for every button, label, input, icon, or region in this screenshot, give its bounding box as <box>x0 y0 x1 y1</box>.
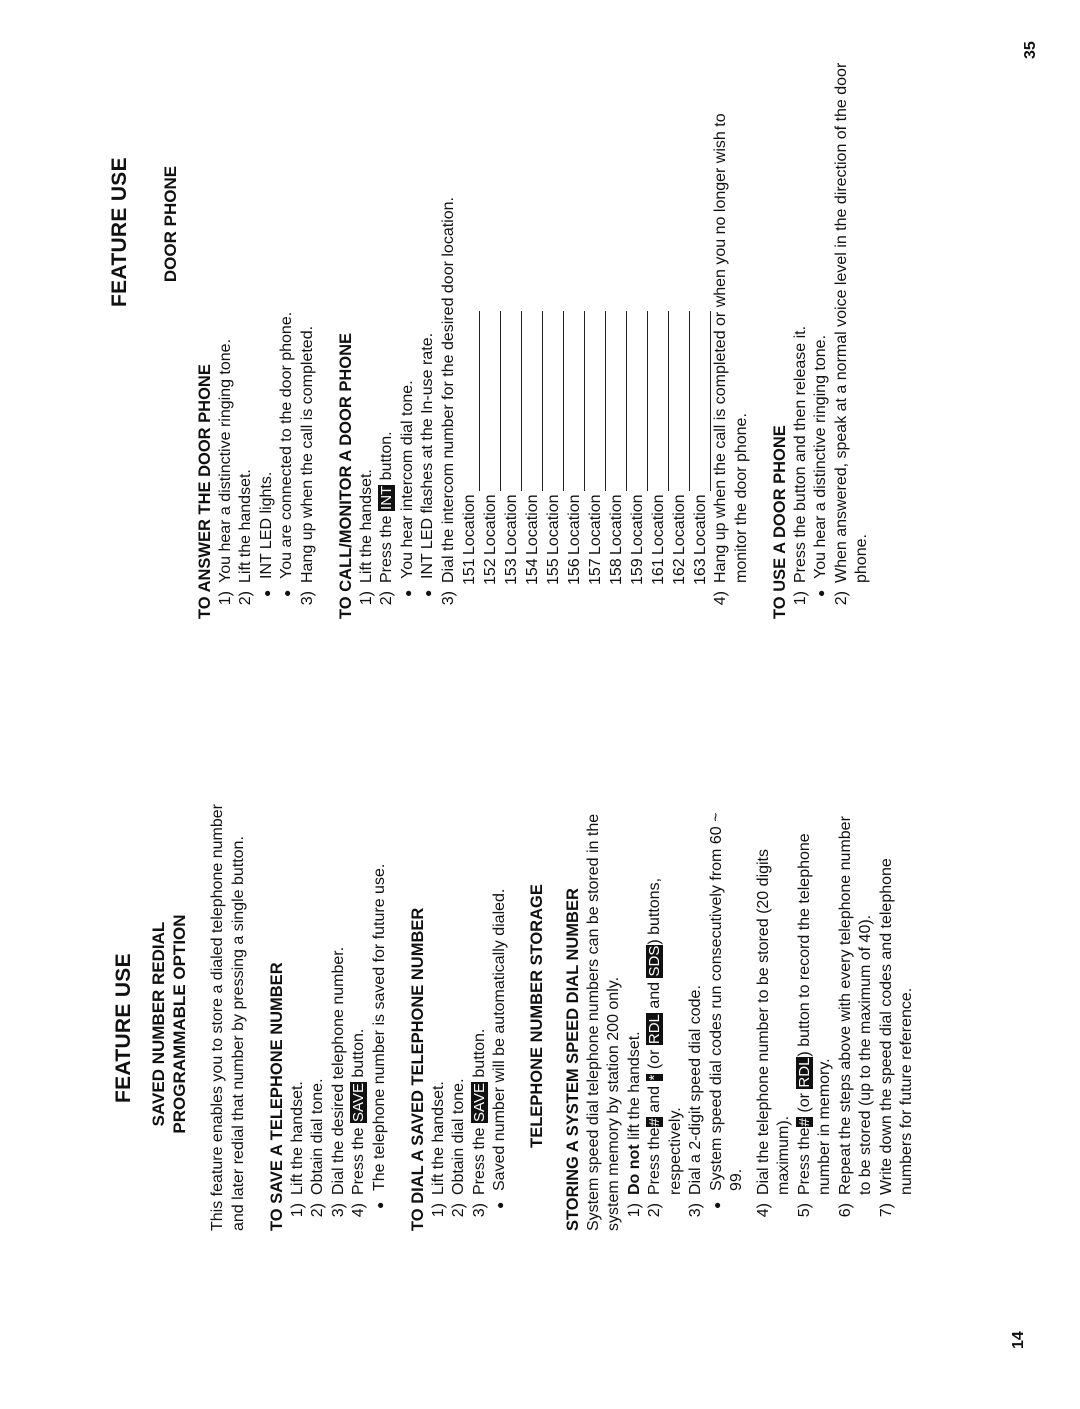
location-label: Location <box>607 494 625 555</box>
intro-paragraph: This feature enables you to store a dialed telephone number and later redial that number by pressing a single button. <box>209 804 247 1231</box>
location-code: 151 <box>460 558 478 585</box>
dial-step-3 <box>470 801 491 1231</box>
bullet-icon: ● <box>259 589 274 597</box>
location-code: 156 <box>565 558 583 585</box>
bullet-text: You are connected to the door phone. <box>278 311 295 579</box>
step-num: 3) <box>329 1203 347 1218</box>
location-row <box>627 59 648 619</box>
save-key-icon: SAVE <box>470 1083 488 1122</box>
step-num: 2) <box>646 1203 663 1218</box>
location-blank-line <box>694 311 711 491</box>
step-num: 1) <box>288 1203 306 1218</box>
step-text: (or <box>646 1049 663 1070</box>
dial-heading: TO DIAL A SAVED TELEPHONE NUMBER <box>409 907 427 1231</box>
step-text: Dial the telephone number to be stored (20 digits maximum). <box>754 849 792 1195</box>
speed-step-4 <box>754 801 795 1231</box>
step-text: Obtain dial tone. <box>309 1078 326 1195</box>
emphasis-text: Do not <box>625 1144 643 1195</box>
location-code: 157 <box>586 558 604 585</box>
step-num: 6) <box>836 1203 854 1218</box>
location-row <box>459 59 480 619</box>
step-num: 3) <box>687 1203 704 1218</box>
bullet-text: System speed dial codes run consecutively from 60 ~ 99. <box>707 812 745 1191</box>
step-text: Lift the handset. <box>288 1081 306 1195</box>
location-label: Location <box>502 494 520 555</box>
step-num: 2) <box>378 591 395 606</box>
save-heading: TO SAVE A TELEPHONE NUMBER <box>268 962 286 1231</box>
step-text: Obtain dial tone. <box>450 1078 467 1195</box>
pound-key-icon: # <box>646 1118 663 1127</box>
location-blank-line <box>631 311 648 491</box>
step-text: You hear a distinctive ringing tone. <box>216 338 234 583</box>
location-label: Location <box>544 494 562 555</box>
save-step-3 <box>329 801 350 1231</box>
location-row <box>522 59 543 619</box>
step-num: 2) <box>237 591 254 606</box>
step-num: 1) <box>625 1203 643 1218</box>
rdl-key-icon: RDL <box>795 1057 813 1088</box>
location-label: Location <box>565 494 583 555</box>
use-bullet <box>811 59 832 619</box>
step-num: 3) <box>298 591 316 606</box>
location-list <box>459 59 711 619</box>
left-page-body <box>208 801 918 1231</box>
bullet-text: The telephone number is saved for future use. <box>370 863 388 1191</box>
location-row <box>648 59 669 619</box>
step-num: 1) <box>429 1203 447 1218</box>
bullet-icon: ● <box>814 589 828 597</box>
speed-step-3 <box>686 801 707 1231</box>
location-code: 152 <box>481 558 499 585</box>
location-code: 163 <box>691 558 709 585</box>
location-blank-line <box>505 311 522 491</box>
save-step-4 <box>349 801 370 1231</box>
save-bullet <box>370 801 391 1231</box>
monitor-bullet-1 <box>398 59 419 619</box>
left-page-title: FEATURE USE <box>112 953 135 1103</box>
subtitle-line-1: SAVED NUMBER REDIAL <box>149 921 168 1127</box>
dial-step-2 <box>449 801 470 1231</box>
location-label: Location <box>523 494 541 555</box>
step-text: and <box>646 1085 663 1113</box>
location-label: Location <box>481 494 499 555</box>
answer-step-3 <box>298 59 319 619</box>
step-num: 2) <box>450 1203 467 1218</box>
step-text: and <box>646 981 663 1009</box>
use-step-2 <box>832 59 873 619</box>
left-page <box>0 709 1080 1409</box>
monitor-bullet-2 <box>418 59 439 619</box>
location-label: Location <box>670 494 688 555</box>
right-page-subtitle: DOOR PHONE <box>161 165 180 283</box>
answer-bullet-1 <box>257 59 278 619</box>
location-code: 159 <box>628 558 646 585</box>
monitor-step-2 <box>377 59 398 619</box>
left-page-subtitle <box>148 879 190 1169</box>
step-text: ) button to record the telephone number in memory. <box>795 833 833 1195</box>
location-label: Location <box>691 494 709 555</box>
step-text: When answered, speak at a normal voice level in the direction of the door phone. <box>832 62 870 583</box>
rdl-key-icon: RDL <box>646 1014 663 1045</box>
step-num: 1) <box>357 591 375 606</box>
step-text: Hang up when the call is completed or when you no longer wish to monitor the door phone. <box>712 113 750 583</box>
step-text: Repeat the steps above with every telephone number to be stored (up to the maximum of 40). <box>836 816 874 1195</box>
location-blank-line <box>463 311 480 491</box>
step-text: lift the handset. <box>625 1031 643 1140</box>
page-number-left: 14 <box>1010 1331 1027 1349</box>
location-blank-line <box>547 311 564 491</box>
step-num: 3) <box>470 1203 488 1218</box>
location-row <box>585 59 606 619</box>
step-num: 4) <box>754 1203 772 1218</box>
save-key-icon: SAVE <box>350 1083 367 1122</box>
speed-step-1 <box>625 801 646 1231</box>
location-blank-line <box>568 311 585 491</box>
location-blank-line <box>673 311 690 491</box>
step-text: button. <box>378 431 395 481</box>
bullet-text: INT LED flashes at the In-use rate. <box>419 332 436 579</box>
location-code: 158 <box>607 558 625 585</box>
right-page-title: FEATURE USE <box>108 157 131 307</box>
bullet-icon: ● <box>709 1201 724 1209</box>
use-heading: TO USE A DOOR PHONE <box>771 425 789 619</box>
location-code: 162 <box>670 558 688 585</box>
step-text: (or <box>795 1093 813 1113</box>
answer-step-1 <box>216 59 237 619</box>
step-num: 3) <box>439 591 457 606</box>
step-text: Press the <box>795 1127 813 1195</box>
location-code: 153 <box>502 558 520 585</box>
bullet-icon: ● <box>400 589 415 597</box>
step-text: Press the button and then release it. <box>791 325 809 583</box>
save-step-1 <box>288 801 309 1231</box>
right-page-body <box>195 59 873 619</box>
bullet-icon: ● <box>372 1201 387 1209</box>
speed-step-7 <box>877 801 918 1231</box>
answer-bullet-2 <box>277 59 298 619</box>
answer-step-2 <box>236 59 257 619</box>
step-num: 7) <box>877 1203 895 1218</box>
location-row <box>606 59 627 619</box>
bullet-icon: ● <box>493 1201 507 1209</box>
speed-intro: System speed dial telephone numbers can be stored in the system memory by station 200 only. <box>584 813 622 1231</box>
star-key-icon: * <box>646 1074 663 1081</box>
step-num: 4) <box>712 591 729 606</box>
step-text: Dial a 2-digit speed dial code. <box>687 985 704 1195</box>
step-text: ) buttons, respectively. <box>646 877 684 1195</box>
step-text: Lift the handset. <box>429 1081 447 1195</box>
step-num: 1) <box>216 591 234 606</box>
speed-step-6 <box>836 801 877 1231</box>
location-row <box>669 59 690 619</box>
answer-heading: TO ANSWER THE DOOR PHONE <box>196 364 214 619</box>
step-text: button. <box>470 1028 488 1078</box>
page-number-right: 35 <box>1022 41 1039 59</box>
location-label: Location <box>586 494 604 555</box>
bullet-icon: ● <box>280 589 294 597</box>
step-num: 2) <box>832 591 850 606</box>
bullet-text: Saved number will be automatically dialed. <box>491 888 508 1191</box>
step-text: Hang up when the call is completed. <box>298 325 316 583</box>
bullet-text: You hear intercom dial tone. <box>398 380 416 579</box>
location-row <box>690 59 711 619</box>
location-blank-line <box>610 311 627 491</box>
location-label: Location <box>649 494 667 555</box>
speed-step-2 <box>645 801 686 1231</box>
speed-step-5 <box>795 801 836 1231</box>
sds-key-icon: SDS <box>646 945 663 977</box>
pound-key-icon: # <box>795 1118 813 1127</box>
dial-step-1 <box>429 801 450 1231</box>
location-blank-line <box>526 311 543 491</box>
location-row <box>480 59 501 619</box>
location-blank-line <box>589 311 606 491</box>
step-text: Press the <box>470 1127 488 1195</box>
bullet-text: INT LED lights. <box>257 471 275 579</box>
step-num: 2) <box>309 1203 326 1218</box>
step-text: Lift the handset. <box>357 469 375 583</box>
dial-bullet <box>490 801 511 1231</box>
location-code: 155 <box>544 558 562 585</box>
location-blank-line <box>484 311 501 491</box>
monitor-step-1 <box>357 59 378 619</box>
step-num: 4) <box>350 1203 367 1218</box>
location-code: 154 <box>523 558 541 585</box>
int-key-icon: INT <box>378 485 395 510</box>
step-text: Dial the desired telephone number. <box>329 946 347 1195</box>
step-text: Dial the intercom number for the desired door location. <box>439 197 457 583</box>
step-text: Press the <box>646 1127 663 1195</box>
use-step-1 <box>791 59 812 619</box>
step-text: button. <box>350 1028 367 1078</box>
subtitle-line-2: PROGRAMMABLE OPTION <box>170 914 189 1134</box>
speed-step-3-bullet <box>707 801 748 1231</box>
save-step-2 <box>308 801 329 1231</box>
monitor-step-4 <box>711 59 752 619</box>
location-row <box>564 59 585 619</box>
bullet-text: You hear a distinctive ringing tone. <box>812 334 829 579</box>
step-num: 1) <box>791 591 809 606</box>
storage-subtitle: TELEPHONE NUMBER STORAGE <box>527 884 546 1148</box>
location-row <box>501 59 522 619</box>
location-label: Location <box>628 494 646 555</box>
location-code: 161 <box>649 558 667 585</box>
step-text: Press the <box>350 1127 367 1195</box>
location-label: Location <box>460 494 478 555</box>
step-text: Write down the speed dial codes and telephone numbers for future reference. <box>877 858 915 1195</box>
step-num: 5) <box>795 1203 813 1218</box>
bullet-icon: ● <box>421 589 435 597</box>
location-row <box>543 59 564 619</box>
step-text: Lift the handset. <box>237 469 254 583</box>
speed-heading: STORING A SYSTEM SPEED DIAL NUMBER <box>564 888 582 1231</box>
monitor-heading: TO CALL/MONITOR A DOOR PHONE <box>337 332 355 619</box>
step-text: Press the <box>378 515 395 583</box>
location-blank-line <box>652 311 669 491</box>
monitor-step-3 <box>439 59 460 619</box>
